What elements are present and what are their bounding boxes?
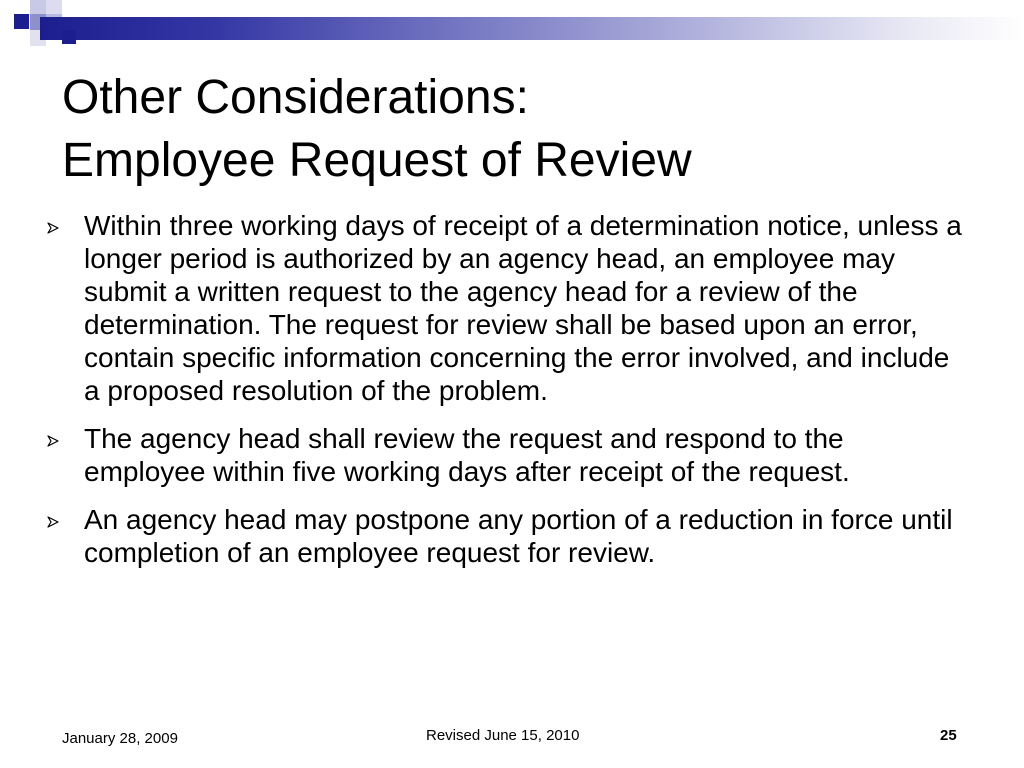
header-gradient-bar xyxy=(40,17,1024,40)
bullet-text: The agency head shall review the request and respond to the employee within five working days after receipt of the request. xyxy=(84,423,850,487)
arrowhead-bullet-icon xyxy=(47,435,59,447)
bullet-item xyxy=(47,503,972,569)
bullet-item xyxy=(47,422,972,488)
header-decoration-square xyxy=(62,0,76,14)
bullet-text: Within three working days of receipt of a determination notice, unless a longer period is authorized by an agency head, an employee may submit a written request to the agency head for a review of the determination. The request for review shall be based upon an error, contain specific information concerning the error involved, and include a proposed resolution of the problem. xyxy=(84,210,962,406)
bullet-list xyxy=(47,209,972,584)
slide-title xyxy=(62,66,1002,192)
page-number: 25 xyxy=(940,727,957,744)
header-decoration-square xyxy=(14,14,29,29)
slide-title-line-1: Other Considerations: xyxy=(62,71,529,124)
header-decoration-square xyxy=(46,0,62,14)
arrowhead-bullet-icon xyxy=(47,222,59,234)
bullet-item xyxy=(47,209,972,407)
header-decoration-square xyxy=(30,0,46,14)
footer-revised-date: Revised June 15, 2010 xyxy=(426,727,580,744)
header-decoration-square xyxy=(62,30,76,44)
bullet-text: An agency head may postpone any portion of a reduction in force until completion of an employee request for review. xyxy=(84,504,953,568)
footer-date: January 28, 2009 xyxy=(62,730,178,747)
arrowhead-bullet-icon xyxy=(47,516,59,528)
slide-title-line-2: Employee Request of Review xyxy=(62,134,692,187)
header-decoration-square xyxy=(14,30,29,45)
